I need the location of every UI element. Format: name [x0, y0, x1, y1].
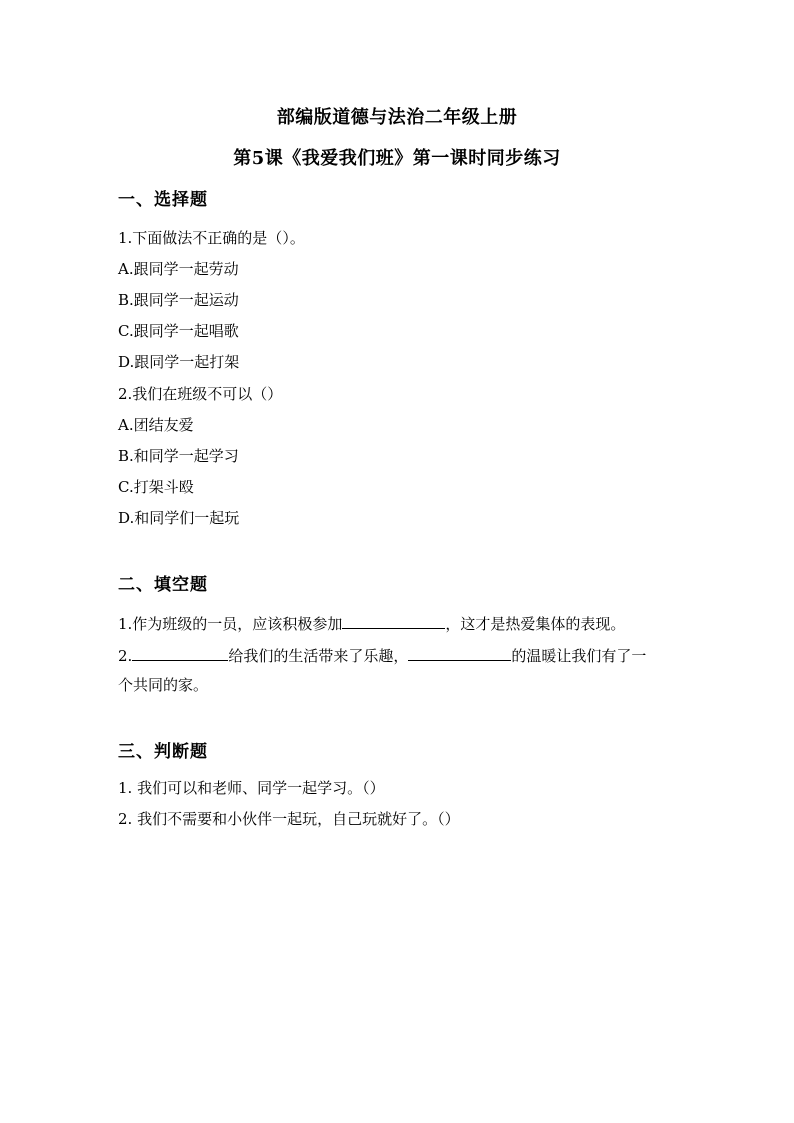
section-heading-judge: 三、判断题: [118, 742, 208, 762]
question-text: ，这才是热爱集体的表现。: [445, 615, 626, 633]
judge-question: 1. 我们可以和老师、同学一起学习。（）: [118, 779, 385, 797]
answer-blank: [342, 612, 445, 629]
question-text: 1.作为班级的一员，应该积极参加: [118, 615, 343, 633]
question-text-continued: 个共同的家。: [118, 676, 209, 694]
document-title: 部编版道德与法治二年级上册: [276, 107, 518, 128]
fill-question: [118, 612, 625, 634]
question-stem: 1.下面做法不正确的是（）。: [118, 229, 305, 247]
question-text: 的温暖让我们有了一: [511, 647, 647, 665]
answer-option: B.跟同学一起运动: [118, 291, 239, 309]
judge-question: 2. 我们不需要和小伙伴一起玩，自己玩就好了。（）: [118, 810, 460, 828]
section-heading-fill: 二、填空题: [118, 575, 208, 595]
question-number: 2.: [118, 647, 133, 665]
question-stem: 2.我们在班级不可以（）: [118, 385, 283, 403]
fill-question: [118, 644, 646, 666]
answer-option: D.和同学们一起玩: [118, 509, 240, 527]
answer-blank: [132, 644, 228, 661]
answer-option: A.跟同学一起劳动: [118, 260, 239, 278]
answer-option: C.打架斗殴: [118, 478, 194, 496]
answer-option: B.和同学一起学习: [118, 447, 239, 465]
section-heading-choice: 一、选择题: [118, 190, 208, 210]
answer-option: C.跟同学一起唱歌: [118, 322, 239, 340]
document-subtitle: 第5课《我爱我们班》第一课时同步练习: [233, 148, 561, 169]
answer-option: D.跟同学一起打架: [118, 353, 240, 371]
answer-option: A.团结友爱: [118, 416, 194, 434]
answer-blank: [408, 644, 511, 661]
question-text: 给我们的生活带来了乐趣，: [228, 647, 409, 665]
